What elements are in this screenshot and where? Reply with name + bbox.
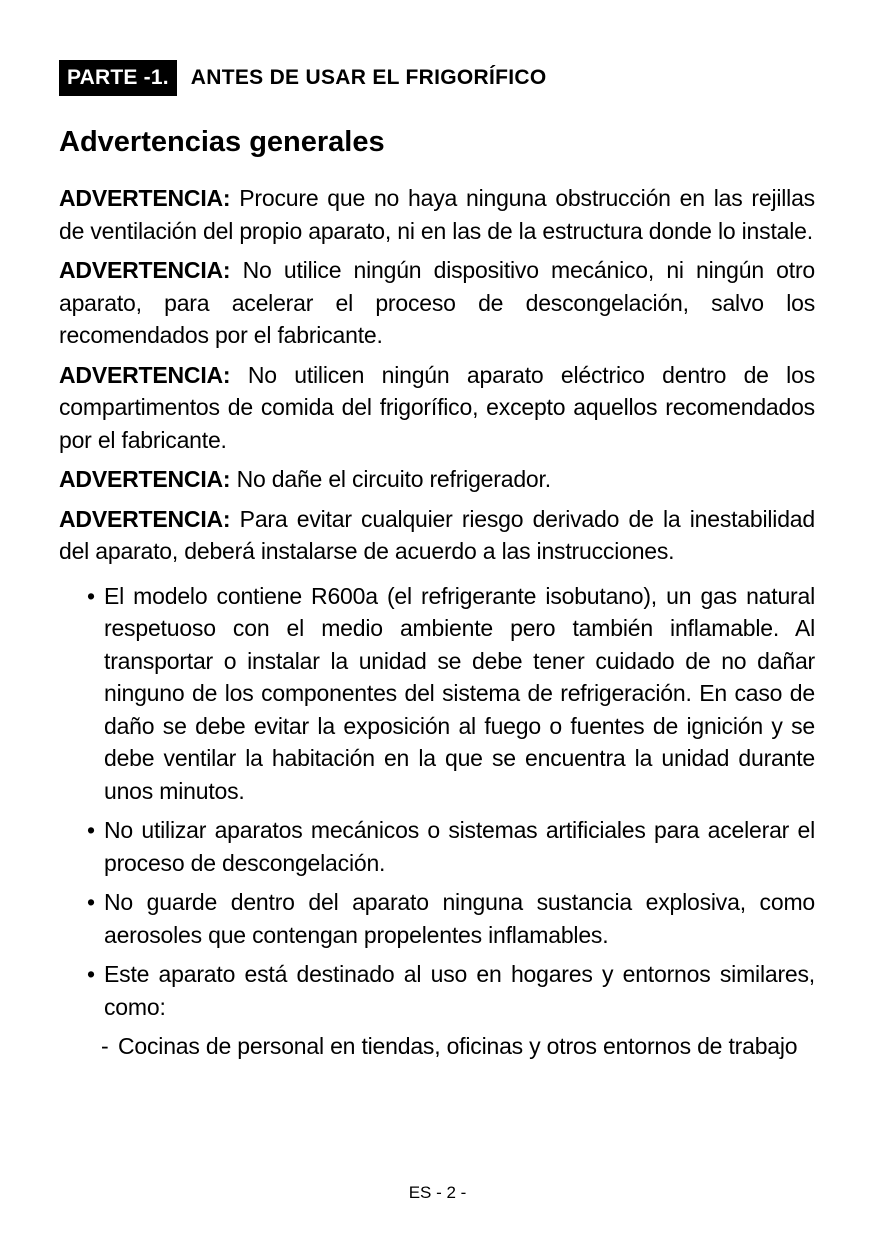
warning-text: No utilice ningún dispositivo mecánico, ni ningún otro aparato, para acelerar el proceso de descongelación, salvo los recomendados por el fabricante. <box>59 257 815 348</box>
section-title: Advertencias generales <box>59 126 385 158</box>
bullet-text: No guarde dentro del aparato ninguna sustancia explosiva, como aerosoles que contengan propelentes inflamables. <box>104 889 815 948</box>
bullet-item <box>59 580 815 808</box>
sub-list-item <box>59 1030 815 1063</box>
warning-paragraph <box>59 254 815 352</box>
warning-label: ADVERTENCIA: <box>59 361 231 388</box>
bullet-text: Este aparato está destinado al uso en hogares y entornos similares, como: <box>104 961 815 1020</box>
warning-text: No dañe el circuito refrigerador. <box>236 466 551 492</box>
warning-paragraph <box>59 182 815 247</box>
part-label: PARTE -1. <box>59 60 177 96</box>
part-title: ANTES DE USAR EL FRIGORÍFICO <box>190 66 547 89</box>
bullet-icon: • <box>87 817 95 843</box>
sub-item-text: Cocinas de personal en tiendas, oficinas y otros entornos de trabajo <box>118 1033 798 1059</box>
warning-text: Para evitar cualquier riesgo derivado de la inestabilidad del aparato, deberá instalarse de acuerdo a las instrucciones. <box>59 505 815 564</box>
warning-paragraph <box>59 503 815 568</box>
warning-text: No utilicen ningún aparato eléctrico dentro de los compartimentos de comida del frigorífico, excepto aquellos recomendados por el fabricante. <box>59 361 815 453</box>
part-header <box>59 60 815 96</box>
warning-label: ADVERTENCIA: <box>59 257 231 283</box>
bullet-icon: • <box>87 582 95 609</box>
bullet-item <box>59 814 815 879</box>
warning-label: ADVERTENCIA: <box>59 185 231 211</box>
warning-paragraph <box>59 359 815 457</box>
warning-label: ADVERTENCIA: <box>59 466 231 492</box>
document-page <box>59 60 815 1063</box>
bullet-item <box>59 886 815 951</box>
warning-label: ADVERTENCIA: <box>59 505 231 532</box>
warnings-list <box>59 182 815 568</box>
warning-text: Procure que no haya ninguna obstrucción en las rejillas de ventilación del propio aparato, ni en las de la estructura donde lo instale. <box>59 185 815 244</box>
bullet-icon: • <box>87 961 95 987</box>
page-number: ES - 2 - <box>408 1183 467 1202</box>
bullet-list <box>59 580 815 1063</box>
bullet-text: No utilizar aparatos mecánicos o sistemas artificiales para acelerar el proceso de descongelación. <box>104 817 815 876</box>
warning-paragraph <box>59 463 815 496</box>
bullet-icon: • <box>87 889 95 915</box>
bullet-item <box>59 958 815 1023</box>
bullet-text: El modelo contiene R600a (el refrigerante isobutano), un gas natural respetuoso con el medio ambiente pero también inflamable. Al transportar o instalar la unidad se debe tener cuidado de no dañar ninguno de los componentes del sistema de refrigeración. En caso de daño se debe evitar la exposición al fuego o fuentes de ignición y se debe ventilar la habitación en la que se encuentra la unidad durante unos minutos. <box>104 582 815 804</box>
dash-icon: - <box>101 1033 109 1059</box>
